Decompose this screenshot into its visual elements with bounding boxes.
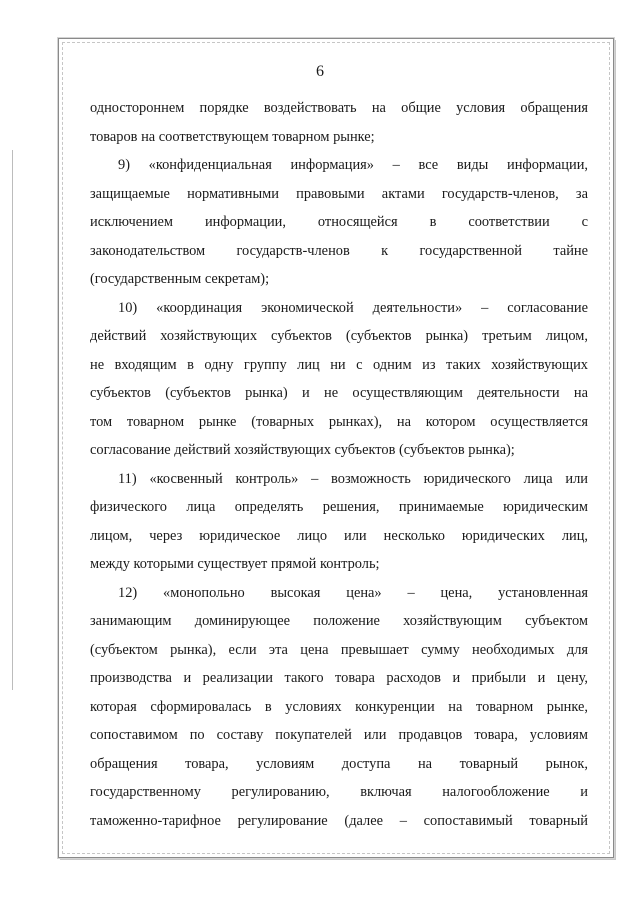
text-line: физического лица определять решения, принимаемые юридическим xyxy=(90,499,588,515)
paragraph-item-10 xyxy=(90,294,588,465)
text-line: товаров на соответствующем товарном рынке; xyxy=(90,128,375,145)
text-line: законодательством государств-членов к государственной тайне xyxy=(90,242,588,259)
text-line: (субъектом рынка), если эта цена превышает сумму необходимых для xyxy=(90,641,588,658)
text-line: сопоставимом по составу покупателей или продавцов товара, условиям xyxy=(90,727,588,743)
text-line: действий хозяйствующих субъектов (субъектов рынка) третьим лицом, xyxy=(90,328,588,344)
text-line: между которыми существует прямой контроль; xyxy=(90,556,380,572)
text-line: обращения товара, условиям доступа на товарный рынок, xyxy=(90,755,588,772)
text-line: 10) «координация экономической деятельности» – согласование xyxy=(118,299,588,316)
text-line: 11) «косвенный контроль» – возможность юридического лица или xyxy=(118,470,588,487)
paragraph-item-12 xyxy=(90,579,588,836)
text-line: том товарном рынке (товарных рынках), на котором осуществляется xyxy=(90,413,588,430)
text-line: не входящим в одну группу лиц ни с одним из таких хозяйствующих xyxy=(90,356,588,373)
text-line: лицом, через юридическое лицо или несколько юридических лиц, xyxy=(90,527,588,544)
text-line: производства и реализации такого товара расходов и прибыли и цену, xyxy=(90,670,588,686)
paragraph-continuation xyxy=(90,94,588,151)
document-body xyxy=(90,94,588,835)
paragraph-item-11 xyxy=(90,465,588,579)
text-line: которая сформировалась в условиях конкуренции на товарном рынке, xyxy=(90,698,588,715)
text-line: субъектов (субъектов рынка) и не осуществляющим деятельности на xyxy=(90,385,588,401)
paragraph-item-9 xyxy=(90,151,588,294)
text-line: государственному регулированию, включая налогообложение и xyxy=(90,784,588,800)
text-line: 12) «монопольно высокая цена» – цена, установленная xyxy=(118,584,588,601)
text-line: таможенно-тарифное регулирование (далее – сопоставимый товарный xyxy=(90,812,588,829)
text-line: 9) «конфиденциальная информация» – все виды информации, xyxy=(118,157,588,173)
text-line: исключением информации, относящейся в соответствии с xyxy=(90,214,588,230)
text-line: занимающим доминирующее положение хозяйствующим субъектом xyxy=(90,613,588,629)
text-line: (государственным секретам); xyxy=(90,271,270,287)
text-line: согласование действий хозяйствующих субъектов (субъектов рынка); xyxy=(90,442,515,458)
text-line: защищаемые нормативными правовыми актами государств-членов, за xyxy=(90,185,588,202)
left-margin-line xyxy=(12,150,13,690)
page-number: 6 xyxy=(316,63,324,80)
text-line: одностороннем порядке воздействовать на общие условия обращения xyxy=(90,100,588,116)
